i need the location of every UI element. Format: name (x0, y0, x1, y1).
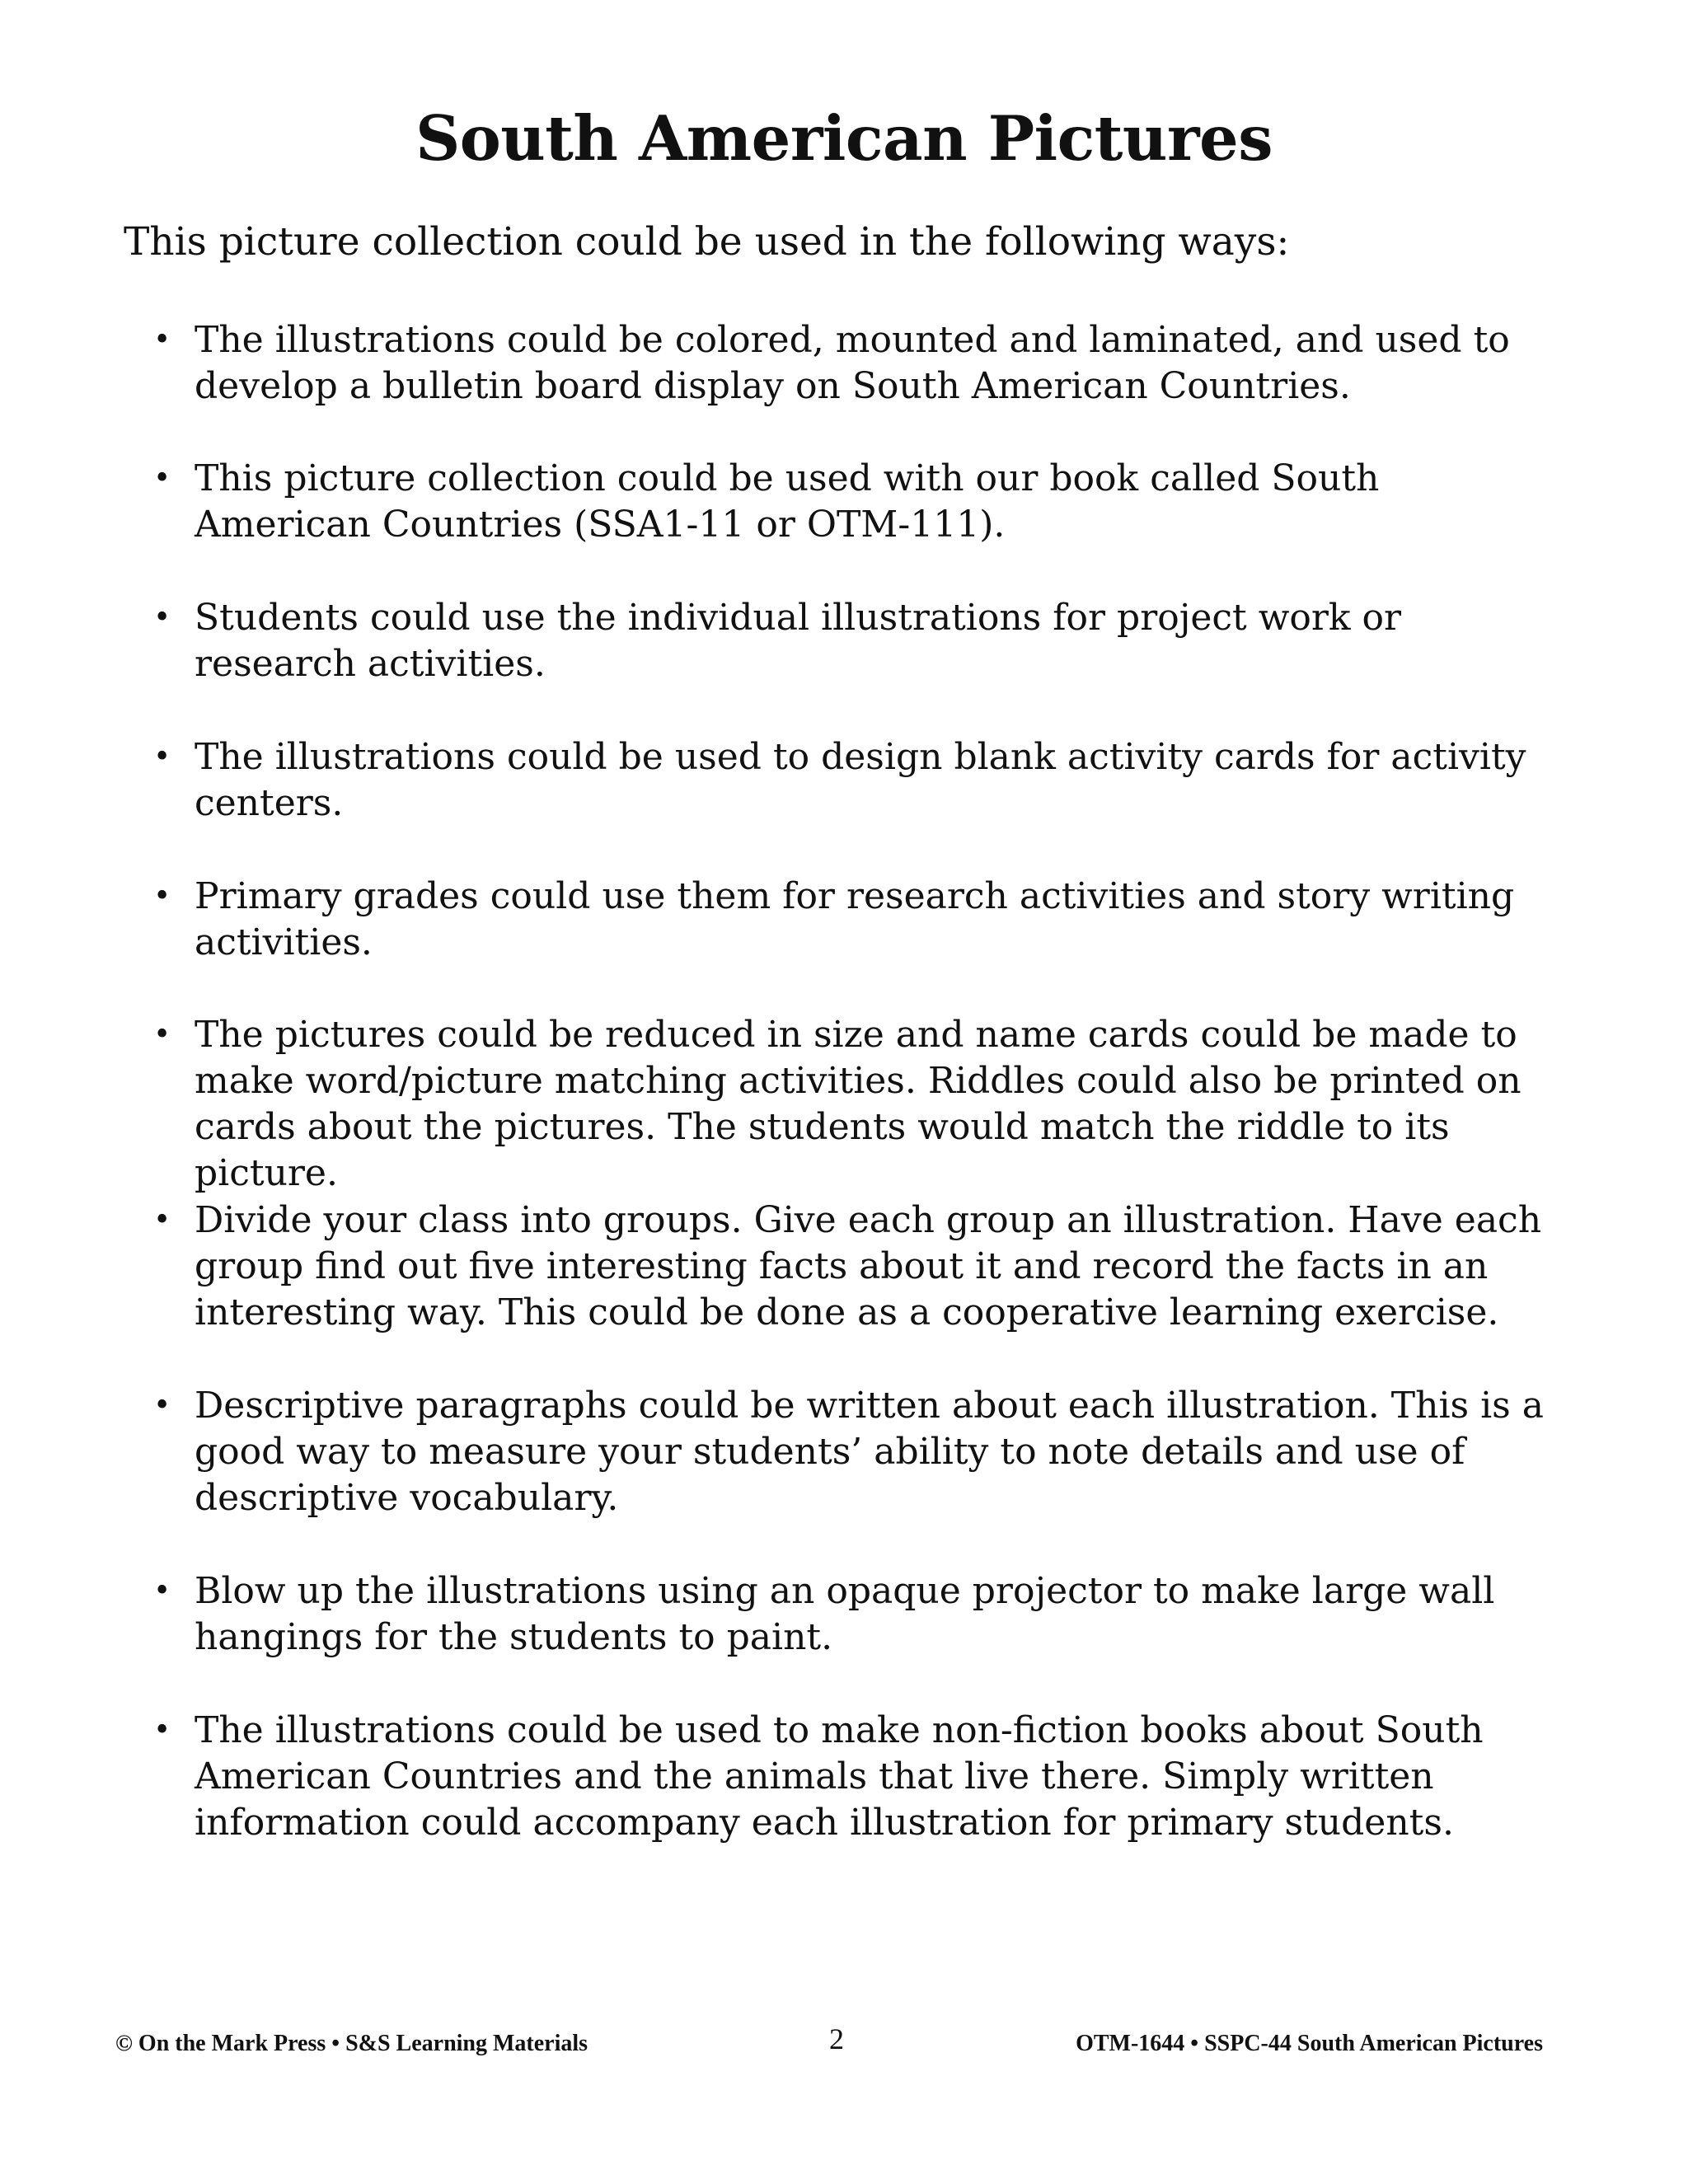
list-item-text: Students could use the individual illustrations for project work or research activities. (195, 597, 1402, 685)
list-item (153, 874, 1554, 966)
list-item-text: The pictures could be reduced in size and name cards could be made to make word/picture matching activities. Riddles could also be printed on cards about the pictures. The students would match the riddle to its picture. (195, 1014, 1522, 1194)
list-item (153, 1568, 1554, 1661)
bullet-icon: • (153, 1713, 171, 1747)
list-item (153, 1197, 1554, 1336)
bullet-icon: • (153, 1203, 171, 1237)
list-item-text: Primary grades could use them for research activities and story writing activities. (195, 875, 1515, 963)
list-item (153, 595, 1554, 687)
bullet-icon: • (153, 740, 171, 774)
list-item-text: This picture collection could be used with our book called South American Countries (SSA1-11 or OTM-111). (195, 457, 1380, 546)
list-item (153, 317, 1554, 410)
intro-paragraph: This picture collection could be used in the following ways: (124, 219, 1290, 265)
list-item-text: Divide your class into groups. Give each group an illustration. Have each group find out five interesting facts about it and record the facts in an interesting way. This could be done as a cooperative learning exercise. (195, 1199, 1542, 1333)
bullet-icon: • (153, 1018, 171, 1052)
page-number: 2 (829, 2022, 844, 2055)
page-title: South American Pictures (415, 102, 1273, 175)
list-item-text: Blow up the illustrations using an opaque projector to make large wall hangings for the students to paint. (195, 1570, 1495, 1658)
list-item (153, 734, 1554, 827)
list-item (153, 456, 1554, 548)
bullet-icon: • (153, 1574, 171, 1608)
bullet-icon: • (153, 879, 171, 913)
footer-product-code: OTM-1644 • SSPC-44 South American Pictures (1076, 2031, 1543, 2056)
list-item (153, 1383, 1554, 1521)
bullet-icon: • (153, 601, 171, 635)
bullet-icon: • (153, 462, 171, 495)
list-item (153, 1012, 1554, 1197)
list-item-text: The illustrations could be colored, mounted and laminated, and used to develop a bulletin board display on South American Countries. (195, 319, 1510, 407)
bullet-icon: • (153, 1389, 171, 1422)
list-item-text: The illustrations could be used to make non-fiction books about South American Countries and the animals that live there. Simply written information could accompany each illustration for primary students. (195, 1709, 1484, 1844)
bullet-icon: • (153, 323, 171, 357)
footer-publisher: © On the Mark Press • S&S Learning Materials (115, 2031, 588, 2056)
list-item (153, 1708, 1554, 1846)
list-item-text: Descriptive paragraphs could be written about each illustration. This is a good way to measure your students’ ability to note details and use of descriptive vocabulary. (195, 1385, 1544, 1519)
list-item-text: The illustrations could be used to design blank activity cards for activity centers. (195, 736, 1526, 824)
